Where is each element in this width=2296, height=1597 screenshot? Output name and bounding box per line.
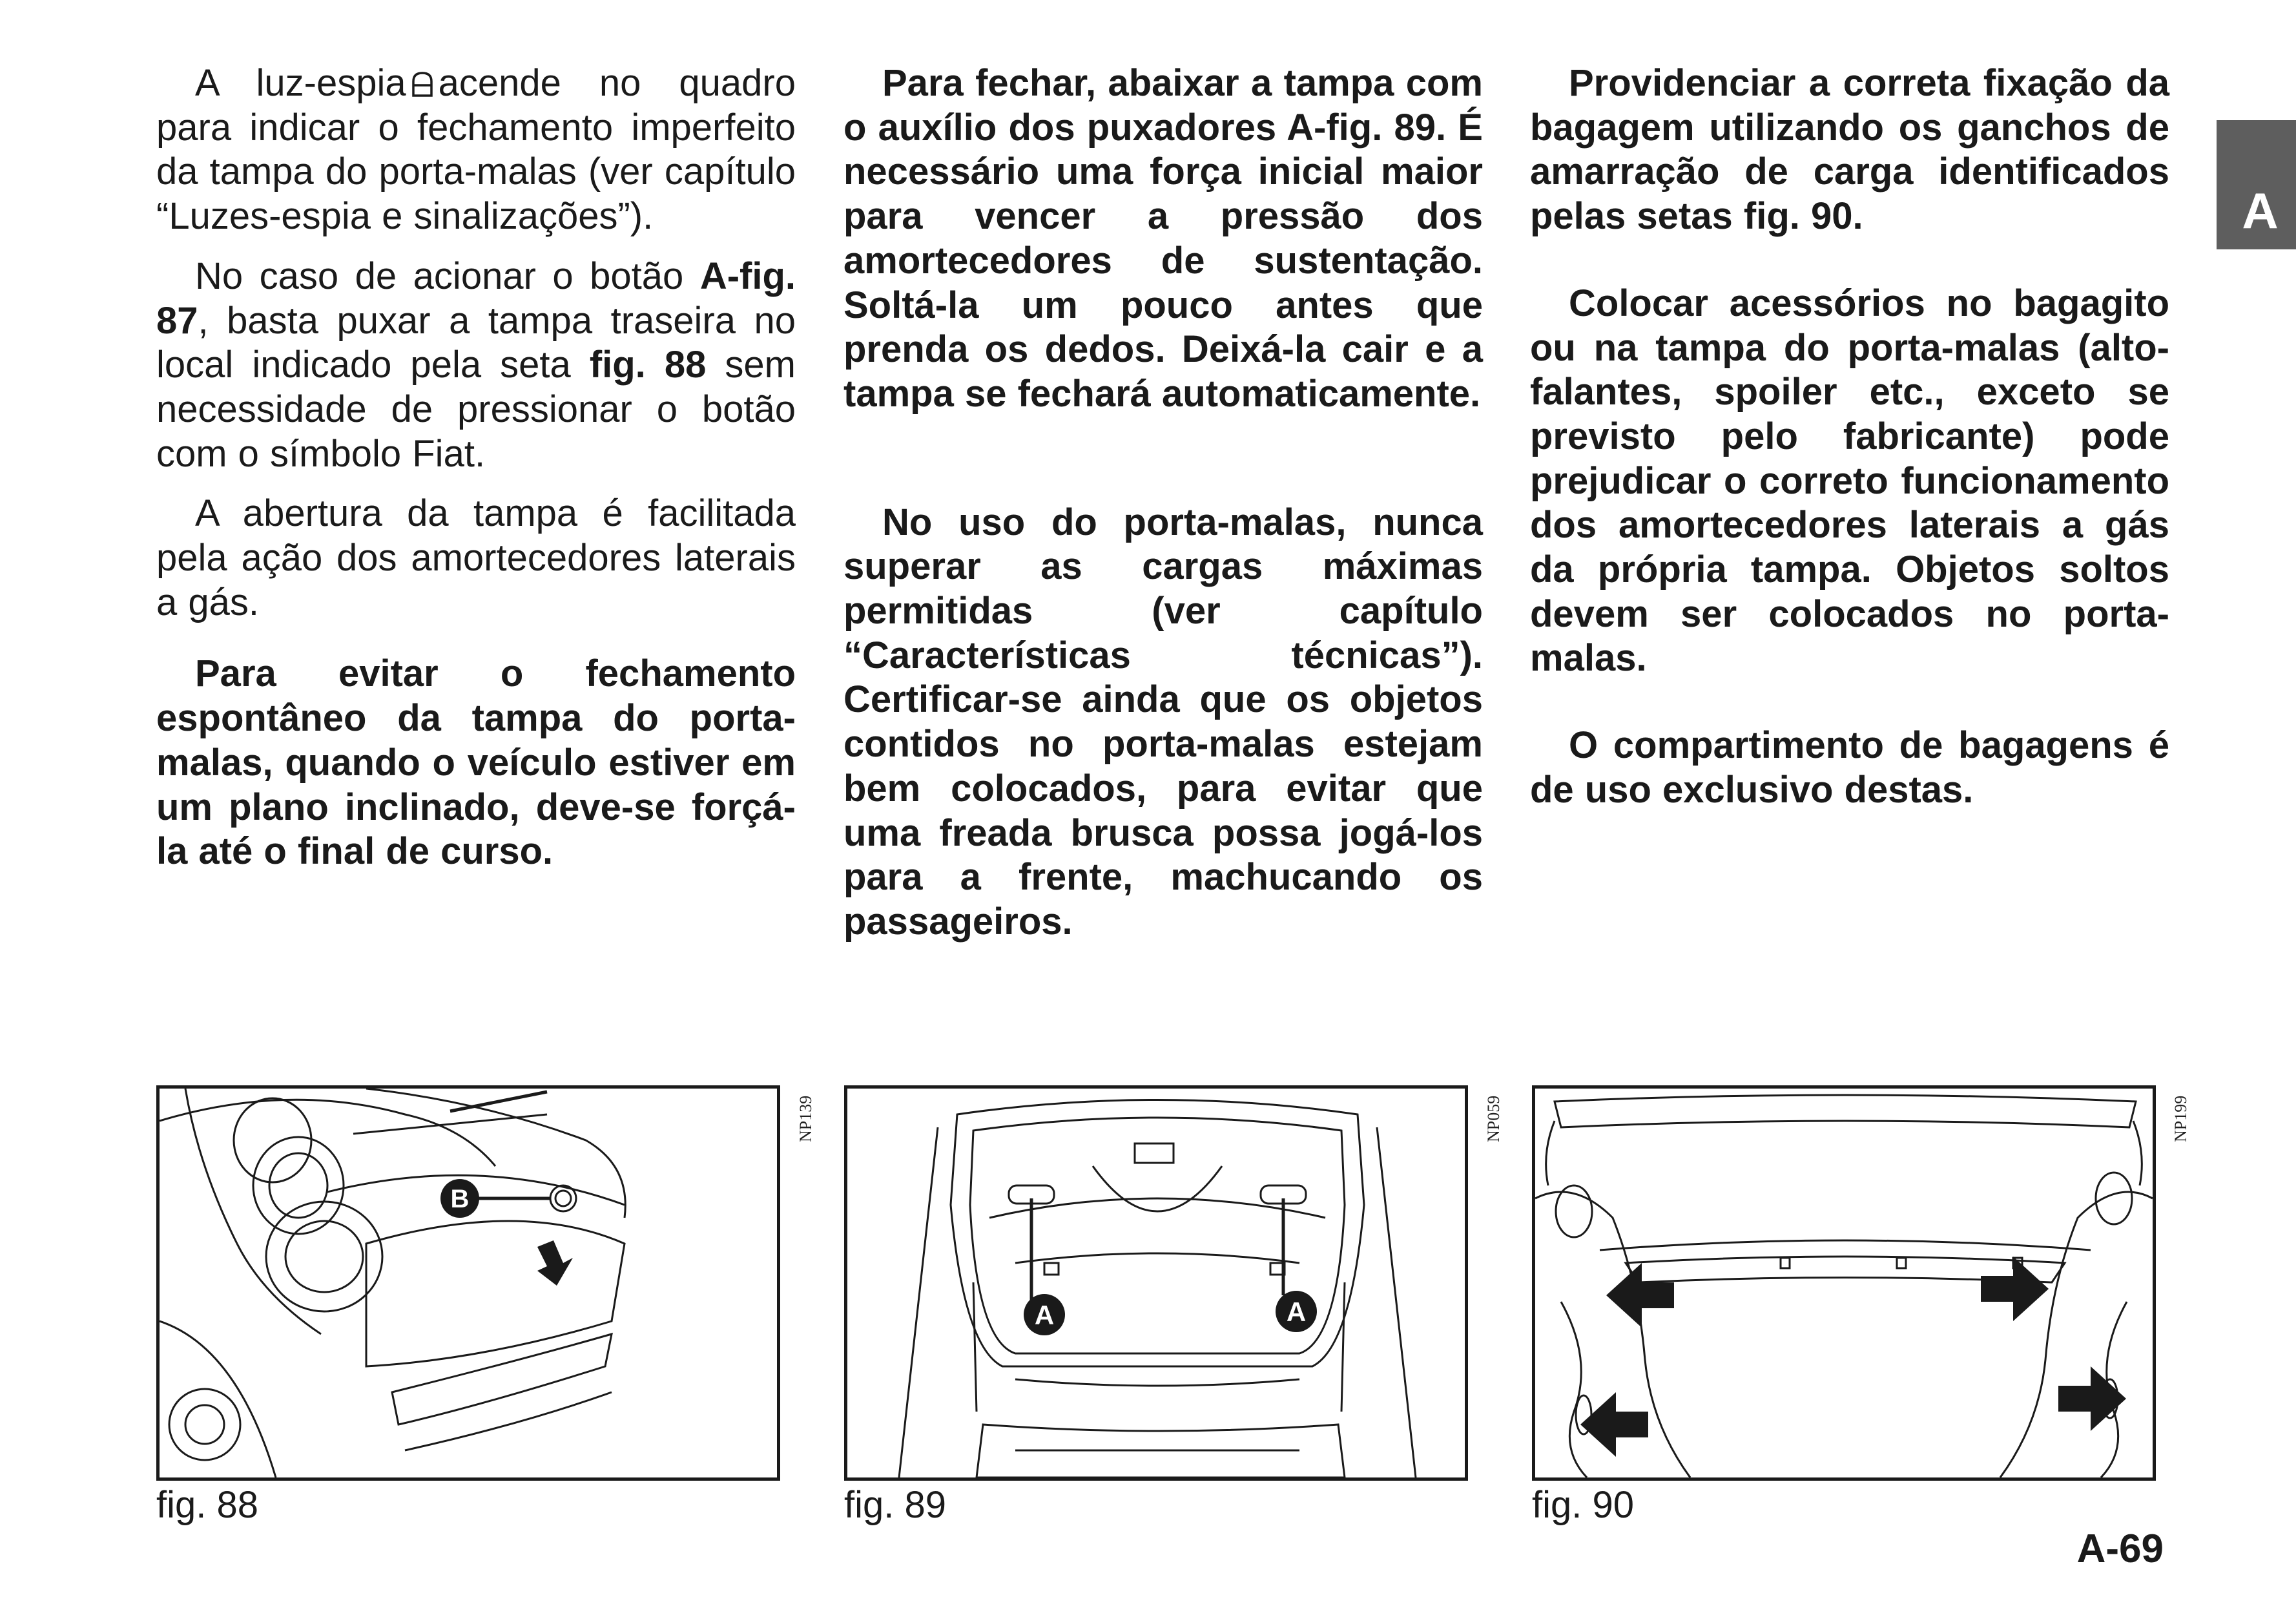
luggage-compartment-illustration bbox=[1535, 1089, 2153, 1477]
paragraph-closing: Para fechar, abaixar a tampa com o auxílio dos puxadores A-fig. 89. É necessário uma força inicial maior para vencer a pressão dos amortecedores de sustentação. Soltá-la um pouco antes que prenda os dedos. Deixá-la cair e a tampa se fechará automaticamente. bbox=[843, 62, 1483, 415]
section-tab bbox=[2217, 120, 2296, 249]
callout-a-label: A bbox=[1286, 1297, 1307, 1327]
arrow-left-icon bbox=[1606, 1263, 1674, 1328]
figure-reference: A-fig. 87 bbox=[156, 255, 796, 342]
text-column-2 bbox=[843, 61, 1483, 983]
paragraph-dampers: A abertura da tampa é facilitada pela ação dos amortecedores laterais a gás. bbox=[156, 492, 796, 623]
text-run: No caso de acionar o botão bbox=[195, 255, 684, 297]
tailgate-side-illustration bbox=[160, 1089, 777, 1477]
figure-caption: fig. 89 bbox=[844, 1484, 946, 1526]
arrow-right-icon bbox=[1981, 1257, 2049, 1321]
paragraph-max-load: No uso do porta-malas, nunca superar as cargas máximas permitidas (ver capítulo “Características técnicas”). Certificar-se ainda que os objetos contidos no porta-malas estejam bem colocados, para evitar que uma freada brusca possa jogá-los para a frente, machucando os passageiros. bbox=[843, 501, 1483, 943]
paragraph-incline: Para evitar o fechamento espontâneo da tampa do porta-malas, quando o veículo estiver em um plano inclinado, deve-se forçá-la até o final de curso. bbox=[156, 652, 796, 873]
text-run: , basta puxar a tampa traseira no local indicado pela seta bbox=[156, 299, 796, 386]
section-tab-label: A bbox=[2242, 182, 2279, 239]
callout-a-label: A bbox=[1034, 1300, 1055, 1330]
arrow-icon bbox=[537, 1240, 573, 1286]
figure-90 bbox=[1532, 1085, 2156, 1481]
arrow-left-icon bbox=[1580, 1392, 1648, 1457]
figure-code: NP059 bbox=[1484, 1095, 1503, 1142]
paragraph-button bbox=[156, 255, 796, 477]
paragraph-accessories: Colocar acessórios no bagagito ou na tampa do porta-malas (alto-falantes, spoiler etc., exceto se previsto pelo fabricante) pode prejudicar o correto funcionamento dos amortecedores laterais a gás da própria tampa. Objetos soltos devem ser colocados no porta-malas. bbox=[1530, 282, 2169, 680]
paragraph-exclusive-use: O compartimento de bagagens é de uso exclusivo destas. bbox=[1530, 724, 2169, 811]
text-run: acende no quadro para indicar o fechamento imperfeito da tampa do porta-malas (ver capítulo “Luzes-espia e sinalizações”). bbox=[156, 62, 796, 238]
text-column-3 bbox=[1530, 61, 2169, 851]
figure-reference: fig. 88 bbox=[589, 344, 707, 386]
text-run: A luz-espia bbox=[195, 62, 406, 104]
figure-88 bbox=[156, 1085, 780, 1481]
figure-code: NP199 bbox=[2171, 1095, 2190, 1142]
page-number: A-69 bbox=[2076, 1527, 2164, 1571]
figure-caption: fig. 88 bbox=[156, 1484, 258, 1526]
figure-89 bbox=[844, 1085, 1468, 1481]
callout-b-label: B bbox=[450, 1185, 470, 1213]
tailgate-open-illustration bbox=[847, 1089, 1465, 1477]
paragraph-fixing: Providenciar a correta fixação da bagagem utilizando os ganchos de amarração de carga identificados pelas setas fig. 90. bbox=[1530, 62, 2169, 238]
text-run: sem necessidade de pressionar o botão com o símbolo Fiat. bbox=[156, 344, 796, 475]
figure-code: NP139 bbox=[796, 1095, 815, 1142]
trunk-open-icon bbox=[410, 70, 435, 99]
text-column-1 bbox=[156, 61, 796, 890]
paragraph-warning-lamp bbox=[156, 61, 796, 239]
figure-caption: fig. 90 bbox=[1532, 1484, 1634, 1526]
